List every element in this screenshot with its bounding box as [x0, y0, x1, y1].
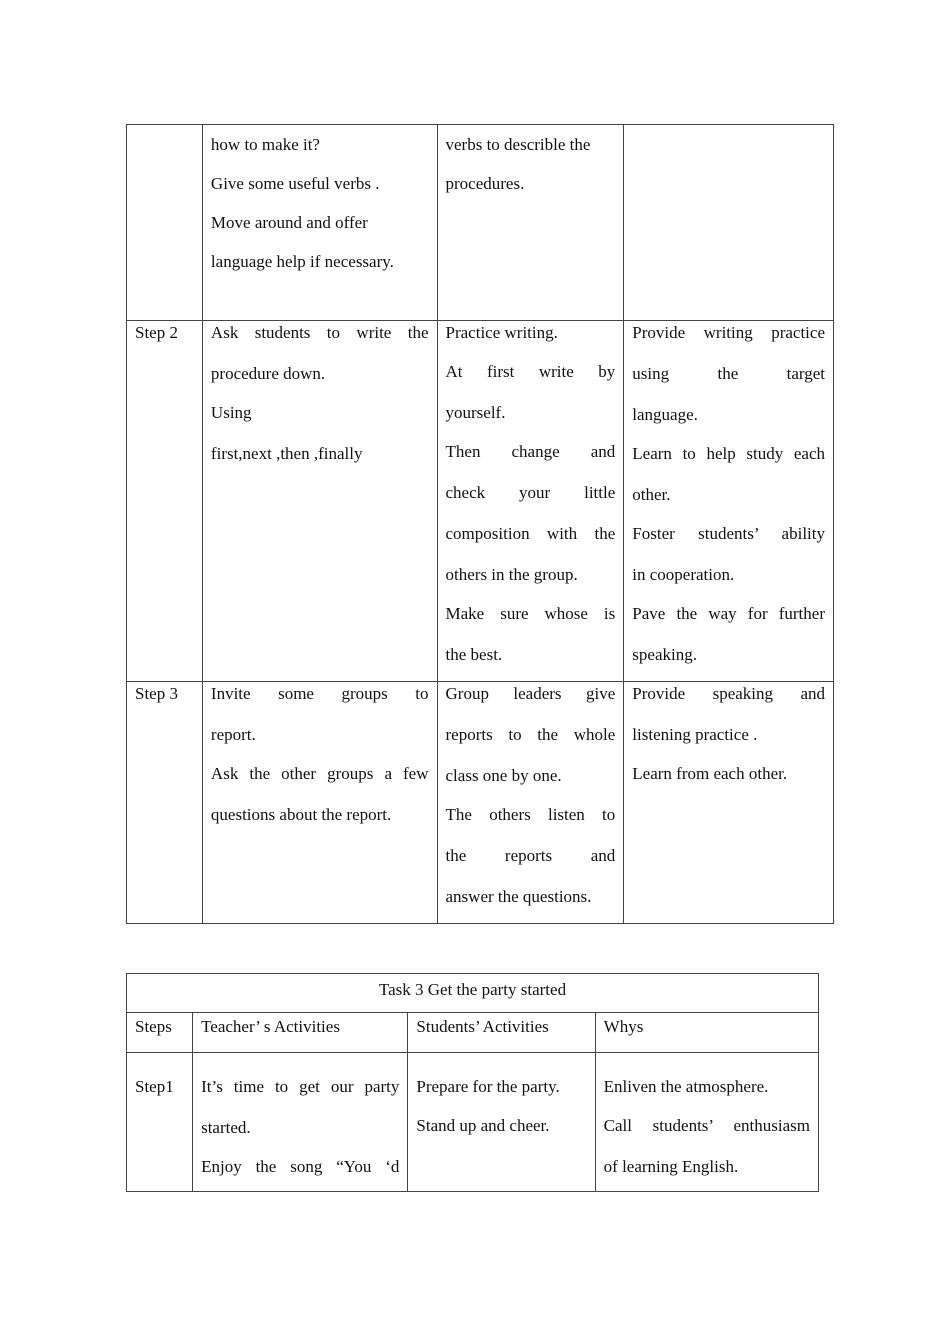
- cell-line: report.: [210, 725, 256, 744]
- header-whys: Whys: [595, 1013, 818, 1053]
- table-header-row: [127, 1013, 819, 1053]
- step-cell: [127, 125, 203, 321]
- cell-line: other.: [632, 485, 671, 504]
- cell-line: check your little: [445, 483, 616, 502]
- teacher-activities-cell: [202, 682, 437, 924]
- cell-line: Ask the other groups a few: [210, 764, 429, 783]
- cell-line: answer the questions.: [445, 887, 592, 906]
- cell-line: the reports and: [445, 846, 616, 865]
- whys-cell: [624, 682, 834, 924]
- cell-line: Then change and: [445, 442, 616, 461]
- header-teacher-activities: Teacher’ s Activities: [193, 1013, 408, 1053]
- cell-line: procedures.: [445, 174, 525, 193]
- cell-line: Ask students to write the: [210, 323, 429, 342]
- students-activities-cell: [437, 682, 624, 924]
- step-cell: Step 2: [127, 321, 203, 682]
- table-row: [127, 321, 834, 682]
- table-title-text: Task 3 Get the party started: [378, 980, 567, 999]
- cell-line: At first write by: [445, 362, 616, 381]
- header-students-activities: Students’ Activities: [408, 1013, 595, 1053]
- cell-line: language.: [632, 405, 698, 424]
- cell-line: yourself.: [445, 403, 506, 422]
- table-title: [127, 974, 819, 1013]
- cell-line: Prepare for the party.: [416, 1077, 560, 1096]
- step-cell: Step 3: [127, 682, 203, 924]
- cell-line: Call students’ enthusiasm: [603, 1116, 810, 1135]
- cell-line: Stand up and cheer.: [416, 1116, 550, 1135]
- teacher-activities-cell: [202, 125, 437, 321]
- cell-line: class one by one.: [445, 766, 562, 785]
- table-row: [127, 682, 834, 924]
- cell-line: Enjoy the song “You ‘d: [201, 1157, 400, 1176]
- cell-line: listening practice .: [632, 725, 758, 744]
- cell-line: Practice writing.: [445, 323, 558, 342]
- students-activities-cell: [437, 125, 624, 321]
- table-row: [127, 1053, 819, 1192]
- cell-line: using the target: [632, 364, 825, 383]
- whys-cell: [624, 321, 834, 682]
- cell-line: composition with the: [445, 524, 616, 543]
- cell-line: The others listen to: [445, 805, 616, 824]
- cell-line: in cooperation.: [632, 565, 735, 584]
- cell-line: Group leaders give: [445, 684, 616, 703]
- cell-line: questions about the report.: [210, 805, 392, 824]
- cell-line: Using: [210, 403, 252, 422]
- cell-line: Enliven the atmosphere.: [603, 1077, 769, 1096]
- teacher-activities-cell: [202, 321, 437, 682]
- cell-line: started.: [201, 1118, 251, 1137]
- cell-line: Give some useful verbs .: [210, 174, 380, 193]
- cell-line: Foster students’ ability: [632, 524, 825, 543]
- cell-line: Move around and offer: [210, 213, 368, 232]
- step-cell: Step1: [127, 1053, 193, 1192]
- cell-line: procedure down.: [210, 364, 326, 383]
- cell-line: verbs to describle the: [445, 135, 591, 154]
- cell-line: reports to the whole: [445, 725, 616, 744]
- teacher-activities-cell: [193, 1053, 408, 1192]
- cell-line: the best.: [445, 645, 503, 664]
- cell-line: Pave the way for further: [632, 604, 825, 623]
- cell-line: Provide writing practice: [632, 323, 825, 342]
- cell-line: language help if necessary.: [210, 252, 394, 271]
- students-activities-cell: [408, 1053, 595, 1192]
- table-title-row: [127, 974, 819, 1013]
- cell-line: Learn from each other.: [632, 764, 788, 783]
- table-row: [127, 125, 834, 321]
- cell-line: Make sure whose is: [445, 604, 616, 623]
- procedure-table: [126, 124, 834, 924]
- students-activities-cell: [437, 321, 624, 682]
- cell-line: Invite some groups to: [210, 684, 429, 703]
- whys-cell: [595, 1053, 818, 1192]
- cell-line: how to make it?: [210, 135, 320, 154]
- header-steps: Steps: [127, 1013, 193, 1053]
- cell-line: Provide speaking and: [632, 684, 825, 703]
- cell-line: others in the group.: [445, 565, 578, 584]
- cell-line: It’s time to get our party: [201, 1077, 400, 1096]
- cell-line: speaking.: [632, 645, 697, 664]
- cell-line: Learn to help study each: [632, 444, 825, 463]
- cell-line: first,next ,then ,finally: [210, 444, 363, 463]
- cell-line: of learning English.: [603, 1157, 739, 1176]
- task3-table: [126, 973, 819, 1192]
- whys-cell: [624, 125, 834, 321]
